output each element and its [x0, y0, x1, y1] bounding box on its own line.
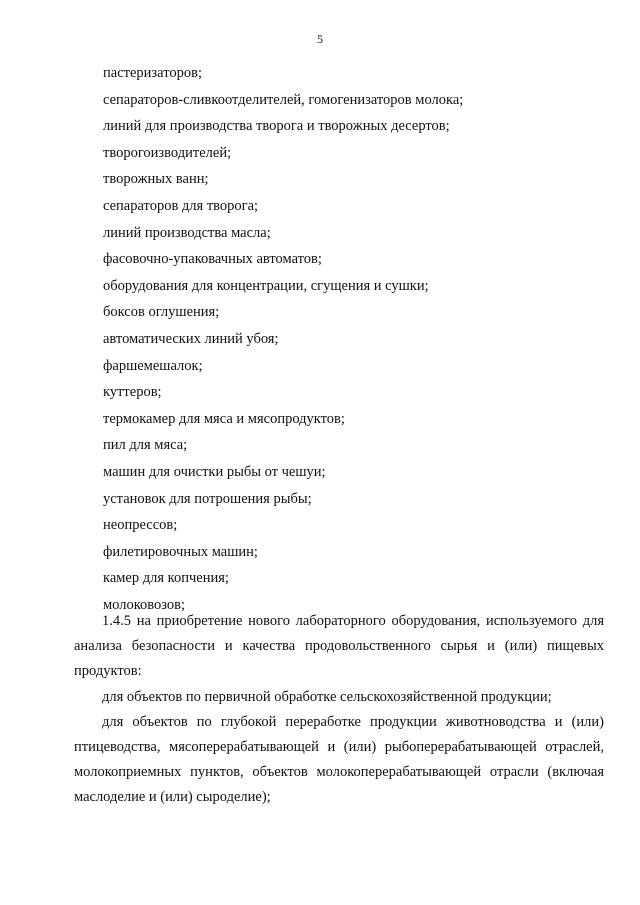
list-item: линий для производства творога и творожных десертов;: [103, 118, 450, 135]
list-item: линий производства масла;: [103, 224, 271, 241]
paragraph-text: для объектов по глубокой переработке продукции животноводства и (или) птицеводства, мясоперерабатывающей и (или) рыбоперерабатывающей отраслей, молокоприемных пунктов, объектов молокоперерабатывающей отрасли (включая маслоделие и (или) сыроделие);: [74, 714, 604, 805]
list-item: неопрессов;: [103, 517, 178, 534]
list-item: боксов оглушения;: [103, 304, 220, 321]
paragraph-text: 1.4.5 на приобретение нового лабораторного оборудования, используемого для анализа безопасности и качества продовольственного сырья и (или) пищевых продуктов:: [74, 613, 604, 679]
list-item: молоковозов;: [103, 596, 186, 613]
list-item: творогоизводителей;: [103, 144, 232, 161]
list-item: автоматических линий убоя;: [103, 330, 279, 347]
paragraph-text: для объектов по первичной обработке сельскохозяйственной продукции;: [102, 689, 552, 705]
paragraph-deep-processing: [74, 710, 604, 810]
list-item: сепараторов-сливкоотделителей, гомогенизаторов молока;: [103, 91, 464, 108]
list-item: оборудования для концентрации, сгущения и сушки;: [103, 277, 429, 294]
paragraph-primary-processing: [74, 685, 604, 710]
equipment-list: [103, 60, 463, 618]
list-item: куттеров;: [103, 384, 162, 401]
list-item: фаршемешалок;: [103, 357, 203, 374]
list-item: сепараторов для творога;: [103, 197, 259, 214]
list-item: камер для копчения;: [103, 570, 229, 587]
list-item: филетировочных машин;: [103, 543, 258, 560]
list-item: пастеризаторов;: [103, 65, 202, 81]
page-number: 5: [317, 32, 323, 46]
list-item: фасовочно-упаковачных автоматов;: [103, 251, 322, 268]
list-item: пил для мяса;: [103, 437, 188, 454]
list-item: машин для очистки рыбы от чешуи;: [103, 463, 326, 480]
paragraph-1-4-5: [74, 609, 604, 684]
list-item: творожных ванн;: [103, 171, 209, 188]
list-item: установок для потрошения рыбы;: [103, 490, 312, 507]
list-item: термокамер для мяса и мясопродуктов;: [103, 410, 345, 427]
